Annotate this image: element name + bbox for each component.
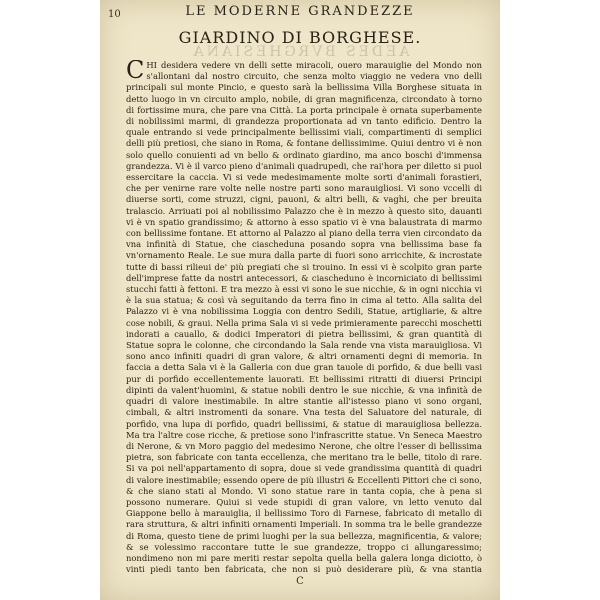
page-number: 10 [108, 9, 121, 20]
signature-mark: C [296, 576, 304, 587]
running-header: LE MODERNE GRANDEZZE [185, 4, 415, 19]
drop-initial: C [126, 60, 145, 84]
chapter-title: GIARDINO DI BORGHESE. [178, 28, 422, 47]
bleed-through-text: AEDES BVRGHESIANA [190, 44, 410, 60]
book-page [100, 0, 500, 600]
body-text: HI desidera vedere vn delli sette miracoli, ouero marauiglie del Mondo non s'allontani dal nostro circuito, che senza molto viaggio ne vedera vno delli principali sul monte Pincio, e questo sarà la bellissima Villa Borghese situata in detto luogo in vn circuito amplo, nobile, di gran magnificenza, circondato à torno di fortissime mura, che pare vna Città. La porta principale è ornata superbamente di nobilissimi marmi, di grandezza proportionata ad vn tanto edificio. Dentro la quale entrando si vede principalmente bellissimi viali, compartimenti di semplici delli più pretiosi, che siano in Roma, & fontane dellissimime. Quiui dentro vi è non solo quello conuienti ad vn bello & ordinato giardino, ma anco boschi d'immensa grandezza. Vi è il varco pieno d'animali quadrupedi, che rai'hora per diletto si puol essercitare la caccia. Vi si vede medesimamente molte sorti d'animali forastieri, che per venirne rare volte nelle nostre parti sono marauigliosi. Vi sono vccelli di diuerse sorti, come struzzi, cigni, pauoni, & altri belli, & vaghi, che per breuita tralascio. Arriuati poi al nobilissimo Palazzo che è in mezzo à questo sito, dauanti vi è vn spatio grandissimo; & attorno à esso spatio vi è vna balaustrata di marmo con bellissime fontane. Et attorno al Palazzo al piano della terra vien circondato da vna infinità di Statue, che ciascheduna posando sopra vna bellissima base fa vn'ornamento Reale. Le sue mura dalla parte di fuori sono arricchite, & incrostate tutte di bassi rilieui de' più pregiati che si trouino. In essi vi è scolpito gran parte dell'imprese fatte da nostri antecessori, & ciascheduno è incorniciato di bellissimi stucchi fatti à fettoni. E tra mezzo à essi vi sono le sue nicchie, & in ogni nicchia vi è la sua statua; & così và seguitando da terra fino in cima al tetto. Alla salita del Palazzo vi è vna nobilissima Loggia con dentro Sedili, Statue, artigliarie, & altre cose nobili, & graui. Nella prima Sala vi si vede primieramente parecchi moschetti indorati a cauallo, & dodici Imperatori di pietra bellissimi, & gran quantità di Statue sopra le colonne, che circondando la Sala rende vna vista marauigliosa. Vi sono anco infiniti quadri di gran valore, & altri ornamenti degni di memoria. In faccia a detta Sala vi è la Galleria con due gran tauole di porfido, & due belli vasi pur di porfido eccellentemente lauorati. Et bellissimi ritratti di diuersi Principi dipinti da valent'huomini, & statue nobili dentro le sue nicchie, & vna infinità de quadri di valore inestimabile. In altre stantie all'istesso piano vi sono organi, cimbali, & altri instromenti da sonare. Vna testa del Saluatore del naturale, di porfido, vna lupa di porfido, quadri bellissimi, & statue di marauigliosa bellezza. Ma tra l'altre cose ricche, & pretiose sono l'infrascritte statue. Vn Seneca Maestro di Nerone, & vn Moro paggio del medesimo Nerone, che oltre l'esser di bellissima pietra, son fabricate con tanta eccellenza, che meritano tra le belle, titolo di rare. Si va poi nell'appartamento di sopra, doue si vede grandissima quantità di quadri di valore inestimabile; essendo opere de più illustri & Eccellenti Pittori che ci sono, & che siano stati al Mondo. Vi sono statue rare in tanta copia, che à pena si possono numerare. Quiui si vede stupidi di gran valore, vn letto venuto dal Giappone bello à marauiglia, il bellissimo Toro di Farnese, fabricato di metallo di rara struttura, & altri infiniti ornamenti Imperiali. In somma tra le belle grandezze di Roma, questo tiene de primi luoghi per la sua bellezza, magnificentia, & valore; & se volessimo raccontare tutte le sue grandezze, troppo ci allungaressimo; nondimeno non mi pare meriti restar sepolta quella bella galera longa diciotto, ò vinti piedi tanto ben fabricata, che non si può desiderare più, & vna stantia [126, 60, 482, 575]
body-paragraph [126, 60, 482, 575]
